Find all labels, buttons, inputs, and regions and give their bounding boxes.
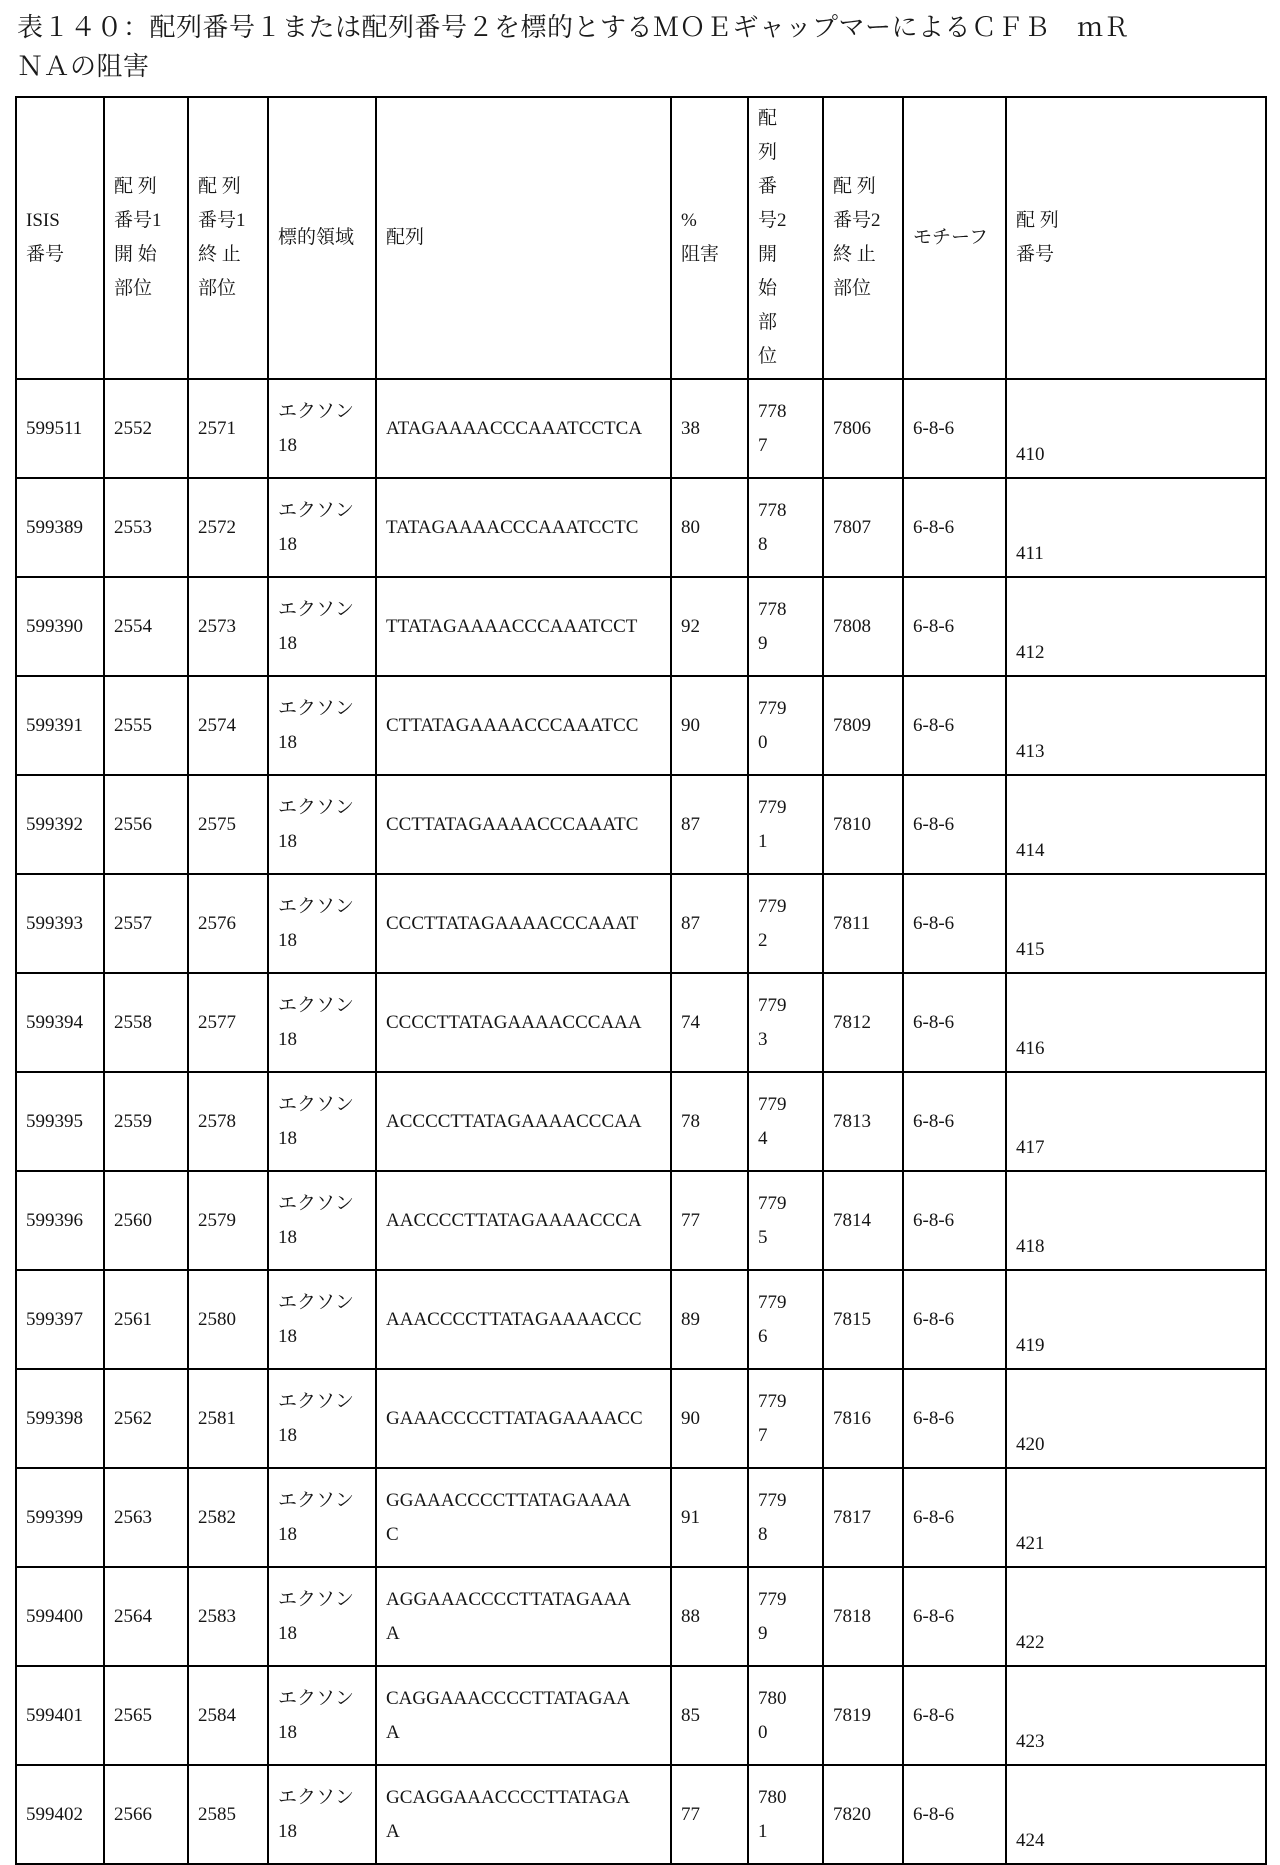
cell-sequence: TATAGAAAACCCAAATCCTC [376, 478, 671, 577]
cell-sequence: GCAGGAAACCCCTTATAGA A [376, 1765, 671, 1864]
cell-seq-id-number: 411 [1006, 478, 1266, 577]
cell-percent-inhibition: 87 [671, 775, 748, 874]
cell-sequence: ATAGAAAACCCAAATCCTCA [376, 379, 671, 478]
table-row [16, 676, 1266, 775]
cell-seq1-start-site: 2555 [104, 676, 188, 775]
cell-isis-number: 599397 [16, 1270, 104, 1369]
cell-seq-id-number: 419 [1006, 1270, 1266, 1369]
cell-target-region: エクソン 18 [268, 577, 376, 676]
cell-seq1-start-site: 2553 [104, 478, 188, 577]
cell-sequence: CTTATAGAAAACCCAAATCC [376, 676, 671, 775]
cell-seq-id-number: 413 [1006, 676, 1266, 775]
cell-seq2-start-site: 779 3 [748, 973, 823, 1072]
cell-sequence: AGGAAACCCCTTATAGAAA A [376, 1567, 671, 1666]
cell-motif: 6-8-6 [903, 874, 1006, 973]
cell-seq2-stop-site: 7811 [823, 874, 903, 973]
cell-seq2-stop-site: 7816 [823, 1369, 903, 1468]
cell-target-region: エクソン 18 [268, 1567, 376, 1666]
column-header: % 阻害 [671, 97, 748, 379]
table-row [16, 1468, 1266, 1567]
cell-motif: 6-8-6 [903, 478, 1006, 577]
cell-seq2-start-site: 779 5 [748, 1171, 823, 1270]
cell-sequence: TTATAGAAAACCCAAATCCT [376, 577, 671, 676]
cell-seq1-start-site: 2559 [104, 1072, 188, 1171]
cell-seq1-stop-site: 2571 [188, 379, 268, 478]
cell-seq1-stop-site: 2574 [188, 676, 268, 775]
table-title: 表１４０：配列番号１または配列番号２を標的とするＭＯＥギャップマーによるＣＦＢ ｍＲ ＮＡの阻害 [17, 13, 1131, 81]
cell-sequence: GGAAACCCCTTATAGAAAA C [376, 1468, 671, 1567]
cell-motif: 6-8-6 [903, 676, 1006, 775]
cell-seq2-start-site: 780 0 [748, 1666, 823, 1765]
cell-isis-number: 599400 [16, 1567, 104, 1666]
cell-seq1-start-site: 2556 [104, 775, 188, 874]
table-row [16, 1765, 1266, 1864]
cell-motif: 6-8-6 [903, 973, 1006, 1072]
table-row [16, 1270, 1266, 1369]
cell-seq-id-number: 410 [1006, 379, 1266, 478]
table-body [16, 379, 1266, 1864]
cell-seq2-start-site: 779 2 [748, 874, 823, 973]
cell-seq2-stop-site: 7817 [823, 1468, 903, 1567]
cell-seq2-stop-site: 7810 [823, 775, 903, 874]
table-header [16, 97, 1266, 379]
cell-seq1-start-site: 2563 [104, 1468, 188, 1567]
cell-target-region: エクソン 18 [268, 874, 376, 973]
cell-seq1-start-site: 2566 [104, 1765, 188, 1864]
cell-seq1-start-site: 2565 [104, 1666, 188, 1765]
cell-isis-number: 599396 [16, 1171, 104, 1270]
cell-isis-number: 599511 [16, 379, 104, 478]
table-row [16, 379, 1266, 478]
cell-target-region: エクソン 18 [268, 775, 376, 874]
cell-seq-id-number: 417 [1006, 1072, 1266, 1171]
cell-target-region: エクソン 18 [268, 1171, 376, 1270]
cell-target-region: エクソン 18 [268, 1765, 376, 1864]
cell-percent-inhibition: 77 [671, 1171, 748, 1270]
cell-seq2-start-site: 779 1 [748, 775, 823, 874]
cell-seq-id-number: 422 [1006, 1567, 1266, 1666]
cell-seq-id-number: 420 [1006, 1369, 1266, 1468]
cell-isis-number: 599399 [16, 1468, 104, 1567]
cell-percent-inhibition: 87 [671, 874, 748, 973]
cell-seq2-stop-site: 7815 [823, 1270, 903, 1369]
cell-seq1-stop-site: 2575 [188, 775, 268, 874]
cell-seq2-start-site: 778 9 [748, 577, 823, 676]
cell-seq2-stop-site: 7814 [823, 1171, 903, 1270]
cell-seq1-stop-site: 2576 [188, 874, 268, 973]
cell-percent-inhibition: 92 [671, 577, 748, 676]
cell-seq-id-number: 414 [1006, 775, 1266, 874]
cell-percent-inhibition: 80 [671, 478, 748, 577]
cell-motif: 6-8-6 [903, 1369, 1006, 1468]
cell-percent-inhibition: 85 [671, 1666, 748, 1765]
cell-target-region: エクソン 18 [268, 379, 376, 478]
cell-motif: 6-8-6 [903, 1567, 1006, 1666]
table-row [16, 874, 1266, 973]
cell-isis-number: 599398 [16, 1369, 104, 1468]
cell-seq2-start-site: 779 6 [748, 1270, 823, 1369]
cell-motif: 6-8-6 [903, 1666, 1006, 1765]
cell-percent-inhibition: 90 [671, 676, 748, 775]
cell-target-region: エクソン 18 [268, 1072, 376, 1171]
cell-seq1-start-site: 2564 [104, 1567, 188, 1666]
column-header: 配 列 番号1 開 始 部位 [104, 97, 188, 379]
cell-seq-id-number: 424 [1006, 1765, 1266, 1864]
cell-motif: 6-8-6 [903, 1468, 1006, 1567]
cell-target-region: エクソン 18 [268, 676, 376, 775]
column-header: 配 列 番号1 終 止 部位 [188, 97, 268, 379]
cell-seq2-stop-site: 7820 [823, 1765, 903, 1864]
cell-seq1-start-site: 2552 [104, 379, 188, 478]
table-row [16, 1369, 1266, 1468]
cell-seq2-start-site: 778 7 [748, 379, 823, 478]
cell-isis-number: 599402 [16, 1765, 104, 1864]
cell-seq1-stop-site: 2578 [188, 1072, 268, 1171]
cell-sequence: AAACCCCTTATAGAAAACCC [376, 1270, 671, 1369]
cell-seq2-start-site: 778 8 [748, 478, 823, 577]
cell-seq2-stop-site: 7807 [823, 478, 903, 577]
cell-seq1-start-site: 2557 [104, 874, 188, 973]
cell-seq2-start-site: 780 1 [748, 1765, 823, 1864]
table-row [16, 478, 1266, 577]
cell-sequence: ACCCCTTATAGAAAACCCAA [376, 1072, 671, 1171]
cell-motif: 6-8-6 [903, 1171, 1006, 1270]
cell-seq-id-number: 415 [1006, 874, 1266, 973]
cell-percent-inhibition: 89 [671, 1270, 748, 1369]
cell-seq-id-number: 418 [1006, 1171, 1266, 1270]
column-header: 標的領域 [268, 97, 376, 379]
data-table [15, 96, 1267, 1865]
cell-seq1-stop-site: 2573 [188, 577, 268, 676]
cell-isis-number: 599389 [16, 478, 104, 577]
column-header: 配列 [376, 97, 671, 379]
cell-seq2-start-site: 779 9 [748, 1567, 823, 1666]
cell-seq1-stop-site: 2584 [188, 1666, 268, 1765]
cell-seq2-stop-site: 7813 [823, 1072, 903, 1171]
column-header: 配 列 番号2 終 止 部位 [823, 97, 903, 379]
cell-percent-inhibition: 90 [671, 1369, 748, 1468]
table-row [16, 1171, 1266, 1270]
cell-isis-number: 599394 [16, 973, 104, 1072]
cell-seq2-start-site: 779 4 [748, 1072, 823, 1171]
cell-sequence: CCCTTATAGAAAACCCAAAT [376, 874, 671, 973]
header-row [16, 97, 1266, 379]
cell-isis-number: 599391 [16, 676, 104, 775]
cell-motif: 6-8-6 [903, 577, 1006, 676]
cell-motif: 6-8-6 [903, 1765, 1006, 1864]
cell-seq2-stop-site: 7809 [823, 676, 903, 775]
cell-seq2-start-site: 779 0 [748, 676, 823, 775]
cell-seq1-stop-site: 2585 [188, 1765, 268, 1864]
cell-motif: 6-8-6 [903, 1270, 1006, 1369]
cell-seq1-stop-site: 2579 [188, 1171, 268, 1270]
cell-seq2-stop-site: 7806 [823, 379, 903, 478]
cell-sequence: GAAACCCCTTATAGAAAACC [376, 1369, 671, 1468]
table-row [16, 775, 1266, 874]
cell-seq1-stop-site: 2581 [188, 1369, 268, 1468]
cell-sequence: CCCCTTATAGAAAACCCAAA [376, 973, 671, 1072]
cell-sequence: CCTTATAGAAAACCCAAATC [376, 775, 671, 874]
cell-percent-inhibition: 88 [671, 1567, 748, 1666]
table-row [16, 1072, 1266, 1171]
cell-sequence: AACCCCTTATAGAAAACCCA [376, 1171, 671, 1270]
cell-seq1-start-site: 2560 [104, 1171, 188, 1270]
cell-sequence: CAGGAAACCCCTTATAGAA A [376, 1666, 671, 1765]
cell-seq2-stop-site: 7819 [823, 1666, 903, 1765]
cell-isis-number: 599390 [16, 577, 104, 676]
cell-target-region: エクソン 18 [268, 1270, 376, 1369]
cell-seq1-stop-site: 2580 [188, 1270, 268, 1369]
cell-motif: 6-8-6 [903, 1072, 1006, 1171]
cell-target-region: エクソン 18 [268, 1468, 376, 1567]
cell-percent-inhibition: 91 [671, 1468, 748, 1567]
cell-seq2-start-site: 779 7 [748, 1369, 823, 1468]
cell-target-region: エクソン 18 [268, 973, 376, 1072]
cell-seq2-stop-site: 7808 [823, 577, 903, 676]
table-row [16, 1666, 1266, 1765]
cell-seq2-stop-site: 7812 [823, 973, 903, 1072]
cell-motif: 6-8-6 [903, 775, 1006, 874]
cell-target-region: エクソン 18 [268, 478, 376, 577]
cell-seq1-stop-site: 2583 [188, 1567, 268, 1666]
cell-seq1-start-site: 2558 [104, 973, 188, 1072]
cell-isis-number: 599392 [16, 775, 104, 874]
cell-seq1-stop-site: 2582 [188, 1468, 268, 1567]
cell-seq1-stop-site: 2572 [188, 478, 268, 577]
column-header: 配 列 番 号2 開 始 部 位 [748, 97, 823, 379]
cell-percent-inhibition: 77 [671, 1765, 748, 1864]
cell-seq-id-number: 423 [1006, 1666, 1266, 1765]
cell-seq1-start-site: 2562 [104, 1369, 188, 1468]
column-header: ISIS 番号 [16, 97, 104, 379]
cell-percent-inhibition: 74 [671, 973, 748, 1072]
cell-seq1-start-site: 2561 [104, 1270, 188, 1369]
cell-target-region: エクソン 18 [268, 1369, 376, 1468]
table-row [16, 1567, 1266, 1666]
column-header: モチーフ [903, 97, 1006, 379]
cell-seq1-start-site: 2554 [104, 577, 188, 676]
table-row [16, 577, 1266, 676]
cell-seq-id-number: 416 [1006, 973, 1266, 1072]
cell-percent-inhibition: 78 [671, 1072, 748, 1171]
cell-seq2-stop-site: 7818 [823, 1567, 903, 1666]
cell-isis-number: 599395 [16, 1072, 104, 1171]
column-header: 配 列 番号 [1006, 97, 1266, 379]
cell-isis-number: 599401 [16, 1666, 104, 1765]
cell-target-region: エクソン 18 [268, 1666, 376, 1765]
cell-percent-inhibition: 38 [671, 379, 748, 478]
cell-seq-id-number: 421 [1006, 1468, 1266, 1567]
cell-seq-id-number: 412 [1006, 577, 1266, 676]
cell-seq1-stop-site: 2577 [188, 973, 268, 1072]
cell-seq2-start-site: 779 8 [748, 1468, 823, 1567]
table-row [16, 973, 1266, 1072]
cell-motif: 6-8-6 [903, 379, 1006, 478]
cell-isis-number: 599393 [16, 874, 104, 973]
